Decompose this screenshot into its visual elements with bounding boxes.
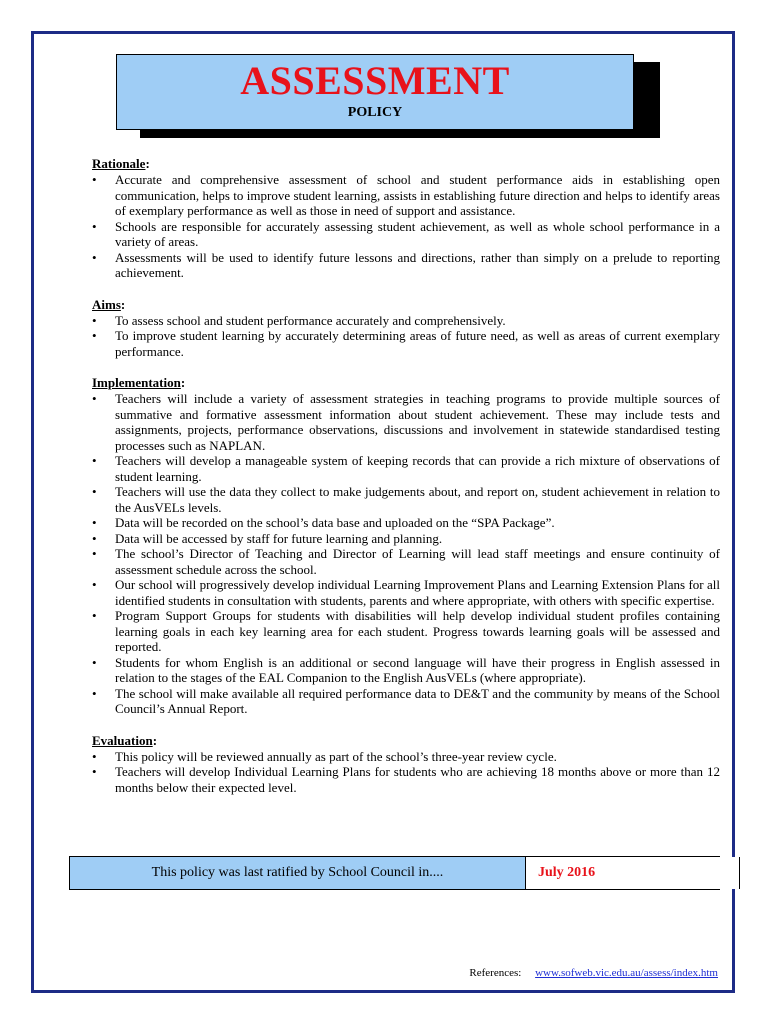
list-item: • The school will make available all required performance data to DE&T and the community by means of the School Council’s Annual Report. bbox=[92, 686, 720, 717]
implementation-section bbox=[92, 375, 720, 717]
evaluation-heading: Evaluation bbox=[92, 732, 153, 748]
ratification-table bbox=[69, 856, 720, 890]
aims-section bbox=[92, 297, 720, 360]
heading-colon: : bbox=[152, 732, 158, 748]
list-item: • To assess school and student performance accurately and comprehensively. bbox=[92, 313, 720, 329]
section-heading bbox=[92, 156, 720, 172]
policy-content bbox=[92, 156, 720, 795]
section-heading bbox=[92, 297, 720, 313]
title-box bbox=[116, 54, 634, 130]
heading-colon: : bbox=[145, 156, 150, 171]
list-item: • Assessments will be used to identify future lessons and directions, rather than simply on a prelude to reporting achievement. bbox=[92, 250, 720, 281]
list-item: • Accurate and comprehensive assessment of school and student performance aids in establishing open communication, helps to improve student learning, assists in establishing future direction and helps to identify areas of exemplary performance as well as those in need of support and assistance. bbox=[92, 172, 720, 219]
references-label: References: bbox=[469, 967, 522, 979]
ratification-text: This policy was last ratified by School Council in.... bbox=[70, 857, 526, 889]
implementation-list bbox=[92, 391, 720, 717]
rationale-heading: Rationale bbox=[92, 156, 146, 171]
ratification-date: July 2016 bbox=[526, 857, 740, 889]
list-item: • The school’s Director of Teaching and Director of Learning will lead staff meetings and ensure continuity of assessment schedule across the school. bbox=[92, 546, 720, 577]
heading-colon: : bbox=[180, 375, 186, 390]
aims-heading: Aims bbox=[92, 296, 121, 312]
implementation-heading: Implementation bbox=[92, 375, 181, 390]
section-heading bbox=[92, 375, 720, 391]
ratification-date-wrap bbox=[526, 857, 741, 889]
evaluation-list bbox=[92, 749, 720, 796]
evaluation-section bbox=[92, 733, 720, 796]
rationale-list bbox=[92, 172, 720, 281]
list-item: • Teachers will use the data they collect to make judgements about, and report on, student achievement in relation to the AusVELs levels. bbox=[92, 484, 720, 515]
list-item: • Program Support Groups for students with disabilities will help develop individual student profiles containing learning goals in each key learning area for each student. Progress towards learning goals will be assessed and reported. bbox=[92, 608, 720, 655]
list-item: • Students for whom English is an additional or second language will have their progress in English assessed in relation to the stages of the EAL Companion to the English AusVELs (where appropriate). bbox=[92, 655, 720, 686]
list-item: • Data will be accessed by staff for future learning and planning. bbox=[92, 531, 720, 547]
list-item: • Teachers will develop a manageable system of keeping records that can provide a rich mixture of observations of student learning. bbox=[92, 453, 720, 484]
list-item: • Schools are responsible for accurately assessing student achievement, as well as whole school performance in a variety of areas. bbox=[92, 219, 720, 250]
list-item: • Teachers will include a variety of assessment strategies in teaching programs to provide multiple sources of summative and formative assessment information about student achievement. These may include tests and assignments, projects, performance observations, discussions and involvement in statewide standardised testing processes such as NAPLAN. bbox=[92, 391, 720, 453]
section-heading bbox=[92, 733, 720, 749]
list-item: • Our school will progressively develop individual Learning Improvement Plans and Learning Extension Plans for all identified students in consultation with students, parents and where appropriate, with others with specific expertise. bbox=[92, 577, 720, 608]
list-item: • Data will be recorded on the school’s data base and uploaded on the “SPA Package”. bbox=[92, 515, 720, 531]
list-item: • This policy will be reviewed annually as part of the school’s three-year review cycle. bbox=[92, 749, 720, 765]
references-link[interactable]: www.sofweb.vic.edu.au/assess/index.htm bbox=[535, 967, 718, 979]
references-line bbox=[469, 966, 718, 980]
aims-list bbox=[92, 313, 720, 360]
rationale-section bbox=[92, 156, 720, 281]
list-item: • To improve student learning by accurately determining areas of future need, as well as areas of current exemplary performance. bbox=[92, 328, 720, 359]
list-item: • Teachers will develop Individual Learning Plans for students who are achieving 18 months above or more than 12 months below their expected level. bbox=[92, 764, 720, 795]
heading-colon: : bbox=[120, 296, 126, 312]
page-subtitle: POLICY bbox=[347, 105, 403, 120]
page-title: ASSESSMENT bbox=[240, 58, 510, 103]
